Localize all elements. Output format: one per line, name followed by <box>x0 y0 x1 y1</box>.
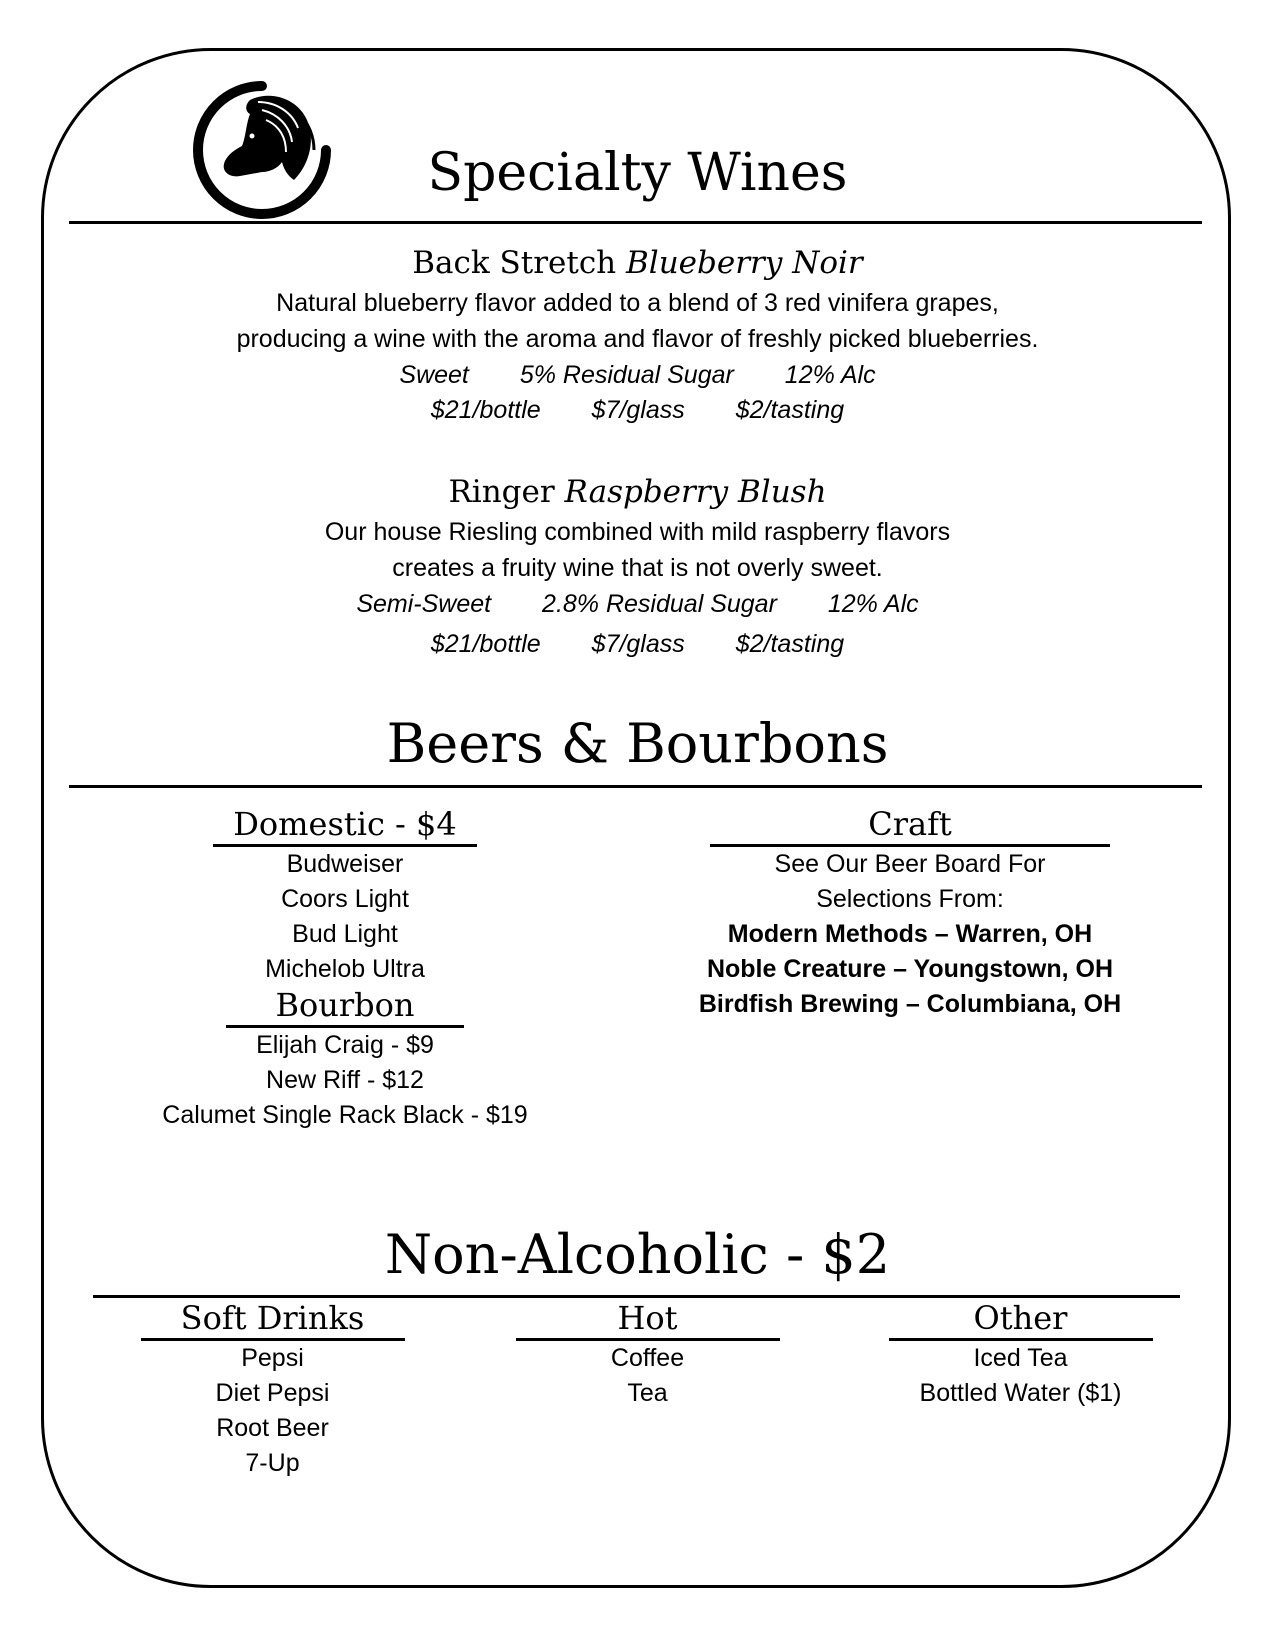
brewery-item: Birdfish Brewing – Columbiana, OH <box>698 990 1122 1018</box>
wine-residual-sugar: 5% Residual Sugar <box>519 361 734 389</box>
wine-prices <box>0 626 1275 662</box>
specialty-wines-title: Specialty Wines <box>427 143 848 203</box>
domestic-beer-column <box>145 806 545 1133</box>
wine-name-raspberry-blush: Ringer Raspberry Blush <box>448 474 827 510</box>
list-item: Elijah Craig - $9 <box>256 1031 434 1059</box>
other-heading: Other <box>889 1300 1153 1341</box>
soft-drinks-heading: Soft Drinks <box>141 1300 405 1341</box>
brewery-item: Modern Methods – Warren, OH <box>727 920 1093 948</box>
wine-attributes <box>0 586 1275 622</box>
wine-description-line-2: creates a fruity wine that is not overly sweet. <box>392 554 883 582</box>
list-item: Root Beer <box>216 1414 329 1442</box>
wine-prices <box>0 392 1275 428</box>
craft-beer-column <box>680 806 1140 1022</box>
beers-bourbons-title: Beers & Bourbons <box>386 712 889 775</box>
craft-intro: Selections From: <box>816 885 1004 913</box>
domestic-heading: Domestic - $4 <box>213 806 477 847</box>
craft-heading: Craft <box>710 806 1110 847</box>
list-item: Tea <box>627 1379 668 1407</box>
list-item: New Riff - $12 <box>266 1066 424 1094</box>
price-bottle: $21/bottle <box>430 396 541 424</box>
soft-drinks-column <box>110 1300 435 1481</box>
list-item: Coors Light <box>281 885 409 913</box>
beers-bourbons-divider <box>69 785 1202 788</box>
other-drinks-column <box>858 1300 1183 1411</box>
wine-sweetness: Sweet <box>399 361 469 389</box>
non-alcoholic-title: Non-Alcoholic - $2 <box>384 1223 891 1286</box>
wine-alcohol: 12% Alc <box>827 590 919 618</box>
wine-alcohol: 12% Alc <box>784 361 876 389</box>
list-item: Iced Tea <box>973 1344 1068 1372</box>
price-tasting: $2/tasting <box>735 630 845 658</box>
non-alcoholic-divider <box>93 1295 1180 1298</box>
brewery-item: Noble Creature – Youngstown, OH <box>706 955 1114 983</box>
list-item: 7-Up <box>245 1449 300 1477</box>
bourbon-heading: Bourbon <box>226 987 464 1028</box>
list-item: Bottled Water ($1) <box>919 1379 1122 1407</box>
list-item: Pepsi <box>241 1344 304 1372</box>
price-tasting: $2/tasting <box>735 396 845 424</box>
specialty-wines-divider <box>69 221 1202 224</box>
list-item: Michelob Ultra <box>265 955 425 983</box>
wine-residual-sugar: 2.8% Residual Sugar <box>542 590 777 618</box>
craft-intro: See Our Beer Board For <box>774 850 1046 878</box>
list-item: Diet Pepsi <box>215 1379 330 1407</box>
list-item: Budweiser <box>286 850 404 878</box>
list-item: Calumet Single Rack Black - $19 <box>162 1101 528 1129</box>
wine-description-line-1: Natural blueberry flavor added to a blend of 3 red vinifera grapes, <box>276 289 999 317</box>
list-item: Coffee <box>610 1344 685 1372</box>
list-item: Bud Light <box>292 920 398 948</box>
hot-drinks-column <box>485 1300 810 1411</box>
wine-sweetness: Semi-Sweet <box>356 590 492 618</box>
price-glass: $7/glass <box>591 630 685 658</box>
wine-description-line-2: producing a wine with the aroma and flavor of freshly picked blueberries. <box>236 325 1039 353</box>
price-glass: $7/glass <box>591 396 685 424</box>
price-bottle: $21/bottle <box>430 630 541 658</box>
wine-attributes <box>0 357 1275 393</box>
hot-heading: Hot <box>516 1300 780 1341</box>
wine-description-line-1: Our house Riesling combined with mild raspberry flavors <box>324 518 951 546</box>
wine-name-blueberry-noir: Back Stretch Blueberry Noir <box>412 245 863 281</box>
